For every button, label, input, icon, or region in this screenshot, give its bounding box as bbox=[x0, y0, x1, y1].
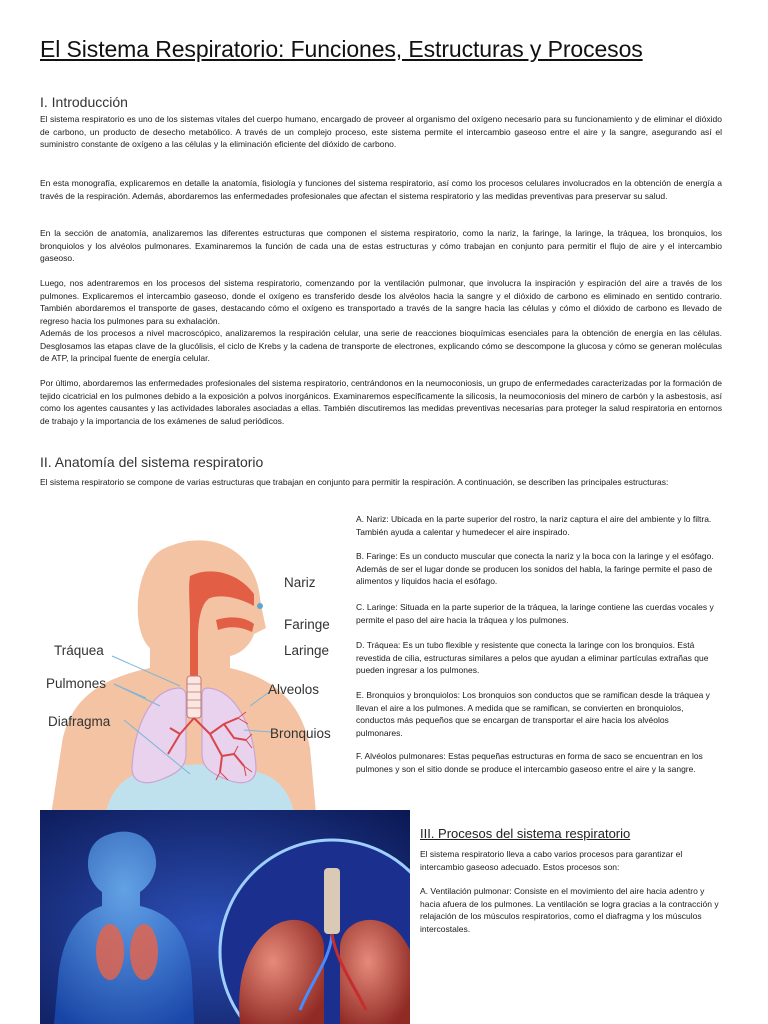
diagram-label-diafragma: Diafragma bbox=[48, 714, 111, 729]
zoomed-right-lung bbox=[340, 920, 410, 1024]
diagram-label-nariz: Nariz bbox=[284, 575, 316, 590]
trachea-shape bbox=[187, 676, 201, 718]
nose-marker bbox=[257, 603, 263, 609]
zoomed-trachea bbox=[324, 868, 340, 934]
diagram-label-faringe: Faringe bbox=[284, 617, 330, 632]
processes-paragraph: A. Ventilación pulmonar: Consiste en el movimiento del aire hacia adentro y hacia afuera de los pulmones. La ventilación se logra gracias a la contracción y relajación de los músculos respiratorios, como el diafragma y los músculos intercostales. bbox=[420, 886, 719, 934]
diagram-label-laringe: Laringe bbox=[284, 643, 330, 658]
anatomy-item-bronquios: E. Bronquios y bronquiolos: Los bronquios son conductos que se ramifican desde la tráquea y llevan el aire a los pulmones. A medida que se ramifican, se convierten en bronquiolos, conductos más pequeños que se encargan de transportar el aire hacia los alvéolos pulmonares. bbox=[356, 690, 710, 738]
lungs-illustration-image bbox=[40, 810, 410, 1024]
diagram-label-traquea: Tráquea bbox=[54, 643, 104, 658]
intro-paragraph: En la sección de anatomía, analizaremos las diferentes estructuras que componen el sistema respiratorio, como la nariz, la faringe, la laringe, la tráquea, los bronquios, los bronquiolos y los alvéolos pulmonares. Examinaremos la función de cada una de estas estructuras y cómo trabajan en conjunto para permitir el flujo de aire y el intercambio gaseoso. bbox=[40, 228, 722, 264]
diagram-label-alveolos: Alveolos bbox=[268, 682, 320, 697]
anatomy-item-laringe: C. Laringe: Situada en la parte superior de la tráquea, la laringe contiene las cuerdas vocales y permite el paso del aire hacia la tráquea y los pulmones. bbox=[356, 602, 714, 625]
intro-paragraph: Por último, abordaremos las enfermedades profesionales del sistema respiratorio, centrándonos en la neumoconiosis, un grupo de enfermedades caracterizadas por la formación de tejido cicatricial en los pulmones debido a la exposición a polvos inorgánicos. Examinaremos específicamente la silicosis, la neumoconiosis del minero de carbón y la asbestosis, así como los agentes causantes y las actividades laborales asociadas a ellas. También discutiremos las medidas preventivas necesarias para proteger la salud respiratoria en entornos de trabajo y la importancia de los exámenes de salud periódicos. bbox=[40, 378, 722, 426]
document-title: El Sistema Respiratorio: Funciones, Estructuras y Procesos bbox=[40, 36, 643, 62]
section-heading-introduccion: I. Introducción bbox=[40, 94, 128, 110]
figure-right-lung bbox=[130, 924, 158, 980]
diagram-label-pulmones: Pulmones bbox=[46, 676, 107, 691]
section-heading-procesos: III. Procesos del sistema respiratorio bbox=[420, 826, 631, 841]
intro-paragraph: Luego, nos adentraremos en los procesos del sistema respiratorio, comenzando por la ventilación pulmonar, que involucra la inspiración y espiración del aire a través de los pulmones. Explicaremos el intercambio gaseoso, donde el oxígeno es transferido desde los alvéolos hacia la sangre y el dióxido de carbono es eliminado en sentido contrario. También abordaremos el transporte de gases, destacando cómo el oxígeno es transportado a través de la sangre hacia las células y cómo el dióxido de carbono es llevado de regreso hacia los pulmones para su exhalación. bbox=[40, 278, 722, 326]
intro-paragraph: Además de los procesos a nivel macroscópico, analizaremos la respiración celular, una serie de reacciones bioquímicas esenciales para la obtención de energía en las células. Desglosamos las etapas clave de la glucólisis, el ciclo de Krebs y la cadena de transporte de electrones, explicando cómo se descompone la glucosa y cómo se generan moléculas de ATP, la principal fuente de energía celular. bbox=[40, 328, 722, 364]
intro-paragraph: El sistema respiratorio es uno de los sistemas vitales del cuerpo humano, encargado de proveer al organismo del oxígeno necesario para su funcionamiento y de eliminar el dióxido de carbono, un producto de desecho metabólico. A través de un complejo proceso, este sistema permite el intercambio gaseoso entre el aire y la sangre, asegurando así el suministro constante de oxígeno a las células y la eliminación eficiente del dióxido de carbono. bbox=[40, 114, 722, 150]
anatomy-item-traquea: D. Tráquea: Es un tubo flexible y resistente que conecta la laringe con los bronquios. Está revestida de cilia, estructuras similares a pelos que ayudan a eliminar partículas extrañas que pueden ingresar a los pulmones. bbox=[356, 640, 709, 676]
section-heading-anatomia: II. Anatomía del sistema respiratorio bbox=[40, 454, 264, 470]
respiratory-system-diagram bbox=[40, 528, 348, 835]
anatomy-item-faringe: B. Faringe: Es un conducto muscular que conecta la nariz y la boca con la laringe y el esófago. Además de ser el lugar donde se producen los sonidos del habla, la faringe permite el paso de alimentos y líquidos hacia el esófago. bbox=[356, 551, 714, 587]
figure-left-lung bbox=[96, 924, 124, 980]
anatomy-intro-paragraph: El sistema respiratorio se compone de varias estructuras que trabajan en conjunto para permitir la respiración. A continuación, se describen las principales estructuras: bbox=[40, 477, 669, 487]
intro-paragraph: En esta monografía, explicaremos en detalle la anatomía, fisiología y funciones del sistema respiratorio, así como los procesos celulares involucrados en la obtención de energía a través de la respiración. Además, abordaremos las enfermedades profesionales que afectan el sistema respiratorio y las medidas preventivas para preservar su salud. bbox=[40, 178, 722, 201]
anatomy-item-nariz: A. Nariz: Ubicada en la parte superior del rostro, la nariz captura el aire del ambiente y lo filtra. También ayuda a calentar y humedecer el aire inspirado. bbox=[356, 514, 712, 537]
diagram-label-bronquios: Bronquios bbox=[270, 726, 331, 741]
processes-paragraph: El sistema respiratorio lleva a cabo varios procesos para garantizar el intercambio gaseoso adecuado. Estos procesos son: bbox=[420, 849, 683, 872]
anatomy-item-alveolos: F. Alvéolos pulmonares: Estas pequeñas estructuras en forma de saco se encuentran en los pulmones y son el sitio donde se produce el intercambio gaseoso entre el aire y la sangre. bbox=[356, 751, 703, 774]
